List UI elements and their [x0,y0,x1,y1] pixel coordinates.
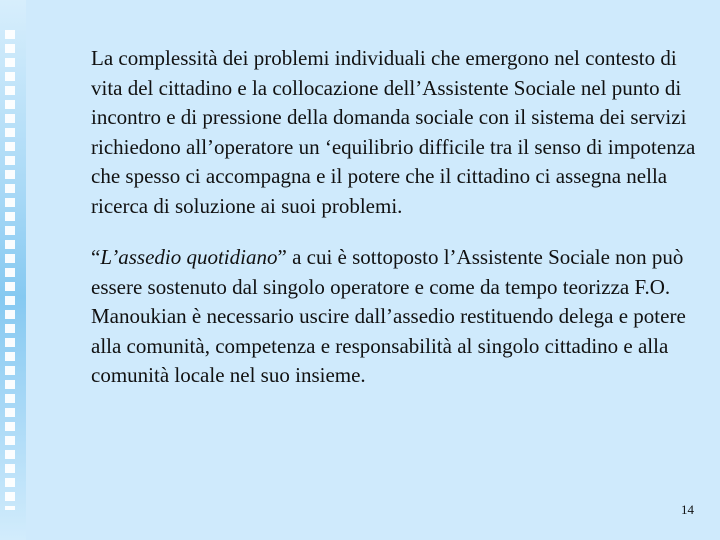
quote-close: ” [277,245,287,269]
emphasized-phrase: L’assedio quotidiano [100,245,278,269]
paragraph-2 [91,243,701,391]
slide-content [91,44,701,391]
paragraph-1: La complessità dei problemi individuali che emergono nel contesto di vita del cittadino e la collocazione dell’Assistente Sociale nel punto di incontro e di pressione della domanda sociale con il sistema dei servizi richiedono all’operatore un ‘equilibrio difficile tra il senso di impotenza che spesso ci accompagna e il potere che il cittadino ci assegna nella ricerca di soluzione ai suoi problemi. [91,46,696,218]
quote-open: “ [91,245,101,269]
paragraph-2-text: a cui è sottoposto l’Assistente Sociale non può essere sostenuto dal singolo operatore e come da tempo teorizza F.O. Manoukian è necessario uscire dall’assedio restituendo delega e potere alla comunità, competenza e responsabilità al singolo cittadino e alla comunità locale nel suo insieme. [91,245,686,387]
decorative-squares-column [5,30,15,510]
page-number: 14 [681,502,694,517]
